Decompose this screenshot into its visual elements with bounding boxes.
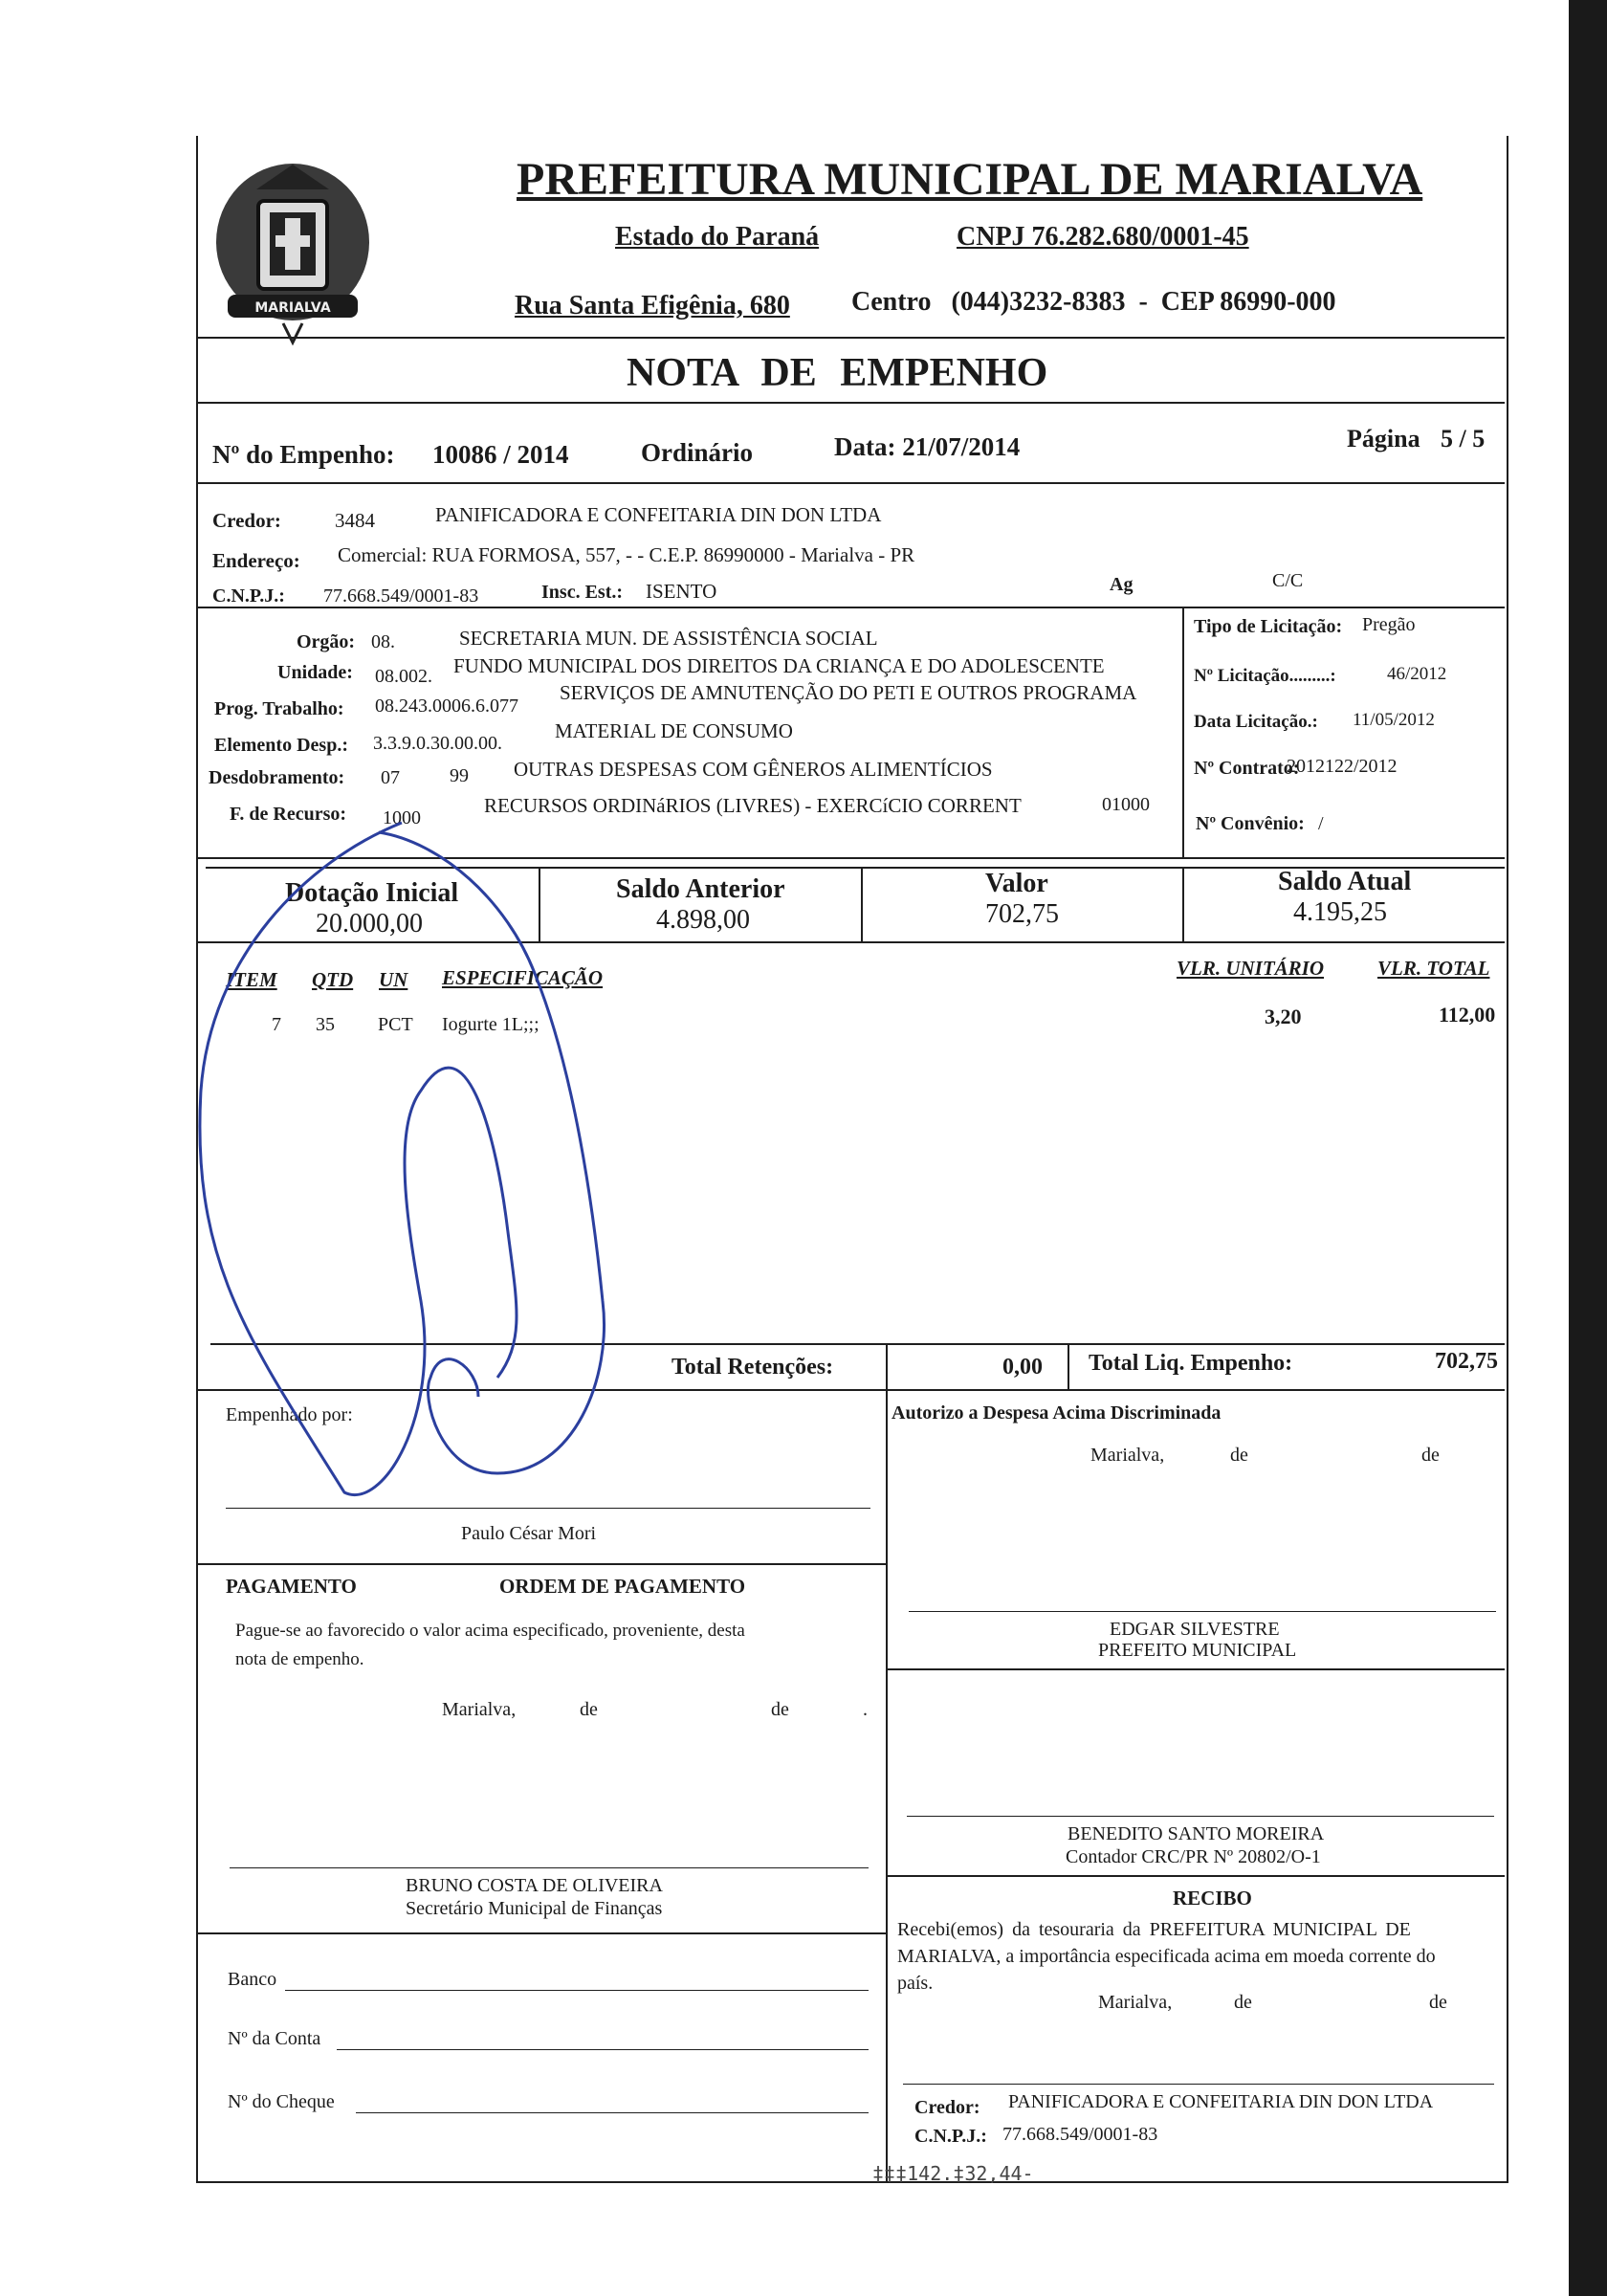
empenhado-name: Paulo César Mori (461, 1523, 597, 1544)
contador-name: BENEDITO SANTO MOREIRA (1068, 1823, 1325, 1844)
endereco-label: Endereço: (212, 549, 300, 572)
desdobramento-a: 07 (381, 767, 400, 788)
elemento: MATERIAL DE CONSUMO (555, 719, 793, 742)
ag-label: Ag (1110, 574, 1134, 595)
dotacao-label: Dotação Inicial (285, 878, 459, 908)
endereco: Comercial: RUA FORMOSA, 557, - - C.E.P. 86990000 - Marialva - PR (338, 543, 915, 566)
fonte-label: F. de Recurso: (230, 804, 347, 825)
contador-role: Contador CRC/PR Nº 20802/O-1 (1066, 1846, 1321, 1867)
credor-cnpj: 77.668.549/0001-83 (323, 585, 479, 607)
orgao: SECRETARIA MUN. DE ASSISTÊNCIA SOCIAL (459, 627, 878, 650)
recibo-date-city: Marialva, (1098, 1992, 1173, 2013)
recibo-line-2: MARIALVA, a importância especificada acima em moeda corrente do (897, 1946, 1436, 1967)
divider (198, 1932, 887, 1934)
retencoes-label: Total Retenções: (671, 1355, 834, 1380)
divider (886, 1389, 888, 2181)
valor-label: Valor (985, 869, 1048, 898)
divider (861, 867, 863, 943)
recibo-date-de2: de (1429, 1992, 1447, 2013)
page-label: Página (1347, 425, 1420, 453)
header-address-rest: Centro (044)3232-8383 - CEP 86990-000 (851, 287, 1336, 317)
data-licitacao-label: Data Licitação.: (1194, 712, 1318, 732)
divider (1068, 1343, 1069, 1389)
item-qtd: 35 (316, 1014, 335, 1035)
conta-field[interactable] (337, 2049, 869, 2050)
signature-line (907, 1816, 1494, 1817)
item-number: 7 (272, 1014, 281, 1035)
ordem-pagamento-label: ORDEM DE PAGAMENTO (499, 1575, 746, 1598)
banco-field[interactable] (285, 1990, 869, 1991)
col-header-unit: VLR. UNITÁRIO (1177, 957, 1325, 980)
document-title: NOTA DE EMPENHO (627, 351, 1048, 395)
credor-code: 3484 (335, 509, 375, 532)
orgao-label: Orgão: (297, 631, 356, 652)
recibo-credor-name: PANIFICADORA E CONFEITARIA DIN DON LTDA (1008, 2091, 1434, 2112)
svg-text:MARIALVA: MARIALVA (254, 300, 331, 316)
recibo-cnpj: 77.668.549/0001-83 (1002, 2124, 1158, 2145)
tipo-licitacao-label: Tipo de Licitação: (1194, 616, 1343, 637)
elemento-code: 3.3.9.0.30.00.00. (373, 733, 502, 754)
ordem-date-de2: de (771, 1699, 789, 1720)
pague-line-1: Pague-se ao favorecido o valor acima especificado, proveniente, desta (235, 1621, 745, 1641)
item-unit: 3,20 (1265, 1004, 1302, 1028)
contrato: 2012122/2012 (1287, 756, 1398, 777)
empenhado-label: Empenhado por: (226, 1404, 353, 1425)
coat-of-arms-logo (199, 151, 386, 352)
recibo-title: RECIBO (1173, 1887, 1252, 1910)
signature-line (903, 2084, 1494, 2085)
unidade-code: 08.002. (375, 666, 432, 687)
col-header-total: VLR. TOTAL (1377, 957, 1490, 980)
ordem-date-de1: de (580, 1699, 598, 1720)
col-header-espec: ESPECIFICAÇÃO (442, 966, 604, 989)
autorizo-date-de1: de (1230, 1445, 1248, 1466)
item-espec: Iogurte 1L;;; (442, 1014, 539, 1035)
footer-code: ‡‡‡142.‡32,44- (872, 2162, 1034, 2185)
empenho-number: 10086 / 2014 (432, 440, 569, 469)
prog-code: 08.243.0006.6.077 (375, 695, 518, 717)
divider (886, 1875, 1505, 1877)
secretario-name: BRUNO COSTA DE OLIVEIRA (406, 1875, 663, 1896)
unidade: FUNDO MUNICIPAL DOS DIREITOS DA CRIANÇA E DO ADOLESCENTE (453, 654, 1105, 677)
credor-name: PANIFICADORA E CONFEITARIA DIN DON LTDA (435, 503, 882, 526)
num-licitacao: 46/2012 (1387, 664, 1447, 684)
divider (198, 607, 1505, 608)
col-header-item: ITEM (226, 968, 277, 991)
valor-value: 702,75 (985, 899, 1059, 929)
col-header-un: UN (379, 968, 408, 991)
autorizo-label: Autorizo a Despesa Acima Discriminada (892, 1402, 1222, 1424)
convenio: / (1318, 813, 1324, 834)
empenho-type: Ordinário (641, 438, 754, 467)
data-licitacao: 11/05/2012 (1353, 710, 1435, 730)
dotacao-value: 20.000,00 (316, 909, 423, 938)
desdobramento-b: 99 (450, 765, 469, 786)
saldo-anterior-value: 4.898,00 (656, 905, 750, 935)
saldo-anterior-label: Saldo Anterior (616, 874, 785, 904)
empenho-label: Nº do Empenho: (212, 440, 395, 469)
divider (198, 402, 1505, 404)
fonte-code: 1000 (383, 807, 421, 828)
divider (198, 1563, 887, 1565)
divider (886, 1343, 888, 1389)
scan-edge (1569, 0, 1607, 2296)
header-title: PREFEITURA MUNICIPAL DE MARIALVA (517, 154, 1423, 205)
pagamento-label: PAGAMENTO (226, 1575, 357, 1598)
saldo-atual-value: 4.195,25 (1293, 897, 1387, 927)
prefeito-role: PREFEITO MUNICIPAL (1098, 1640, 1297, 1661)
autorizo-date-de2: de (1421, 1445, 1440, 1466)
signature-line (230, 1867, 869, 1868)
recibo-credor-label: Credor: (914, 2097, 980, 2118)
recibo-line-1: Recebi(emos) da tesouraria da PREFEITURA MUNICIPAL DE (897, 1919, 1411, 1940)
col-header-qtd: QTD (312, 968, 354, 991)
insc-value: ISENTO (646, 580, 717, 603)
conta-label: Nº da Conta (228, 2028, 321, 2049)
convenio-label: Nº Convênio: (1196, 813, 1305, 834)
page-number: 5 / 5 (1441, 425, 1486, 453)
ordem-date-dot: . (863, 1699, 868, 1720)
fonte: RECURSOS ORDINáRIOS (LIVRES) - EXERCíCIO CORRENT (484, 794, 1022, 817)
recibo-cnpj-label: C.N.P.J.: (914, 2126, 987, 2147)
saldo-atual-label: Saldo Atual (1278, 867, 1412, 896)
header-state: Estado do Paraná (615, 222, 820, 252)
divider (1182, 607, 1184, 857)
secretario-role: Secretário Municipal de Finanças (406, 1898, 663, 1919)
ordem-date-city: Marialva, (442, 1699, 517, 1720)
pague-line-2: nota de empenho. (235, 1649, 364, 1669)
total-liq-label: Total Liq. Empenho: (1089, 1351, 1293, 1376)
divider (198, 482, 1505, 484)
num-licitacao-label: Nº Licitação.........: (1194, 666, 1336, 686)
autorizo-date-city: Marialva, (1090, 1445, 1165, 1466)
desdobramento-label: Desdobramento: (209, 767, 345, 788)
desdobramento: OUTRAS DESPESAS COM GÊNEROS ALIMENTÍCIOS (514, 758, 993, 781)
divider (886, 1668, 1505, 1670)
cheque-label: Nº do Cheque (228, 2091, 335, 2112)
contrato-label: Nº Contrato: (1194, 758, 1300, 779)
divider (1182, 867, 1184, 943)
retencoes-value: 0,00 (1002, 1355, 1043, 1380)
credor-label: Credor: (212, 509, 281, 532)
item-un: PCT (378, 1014, 413, 1035)
prog: SERVIÇOS DE AMNUTENÇÃO DO PETI E OUTROS PROGRAMA (560, 681, 1137, 704)
signature-line (909, 1611, 1496, 1612)
recibo-date-de1: de (1234, 1992, 1252, 2013)
empenho-date: Data: 21/07/2014 (834, 432, 1021, 461)
divider (198, 337, 1505, 339)
prefeito-name: EDGAR SILVESTRE (1110, 1619, 1280, 1640)
tipo-licitacao: Pregão (1362, 614, 1416, 635)
total-liq-value: 702,75 (1435, 1349, 1498, 1374)
elemento-label: Elemento Desp.: (214, 735, 348, 756)
unidade-label: Unidade: (277, 662, 353, 683)
cnpj-label: C.N.P.J.: (212, 585, 285, 607)
recibo-line-3: país. (897, 1973, 934, 1994)
insc-label: Insc. Est.: (541, 582, 624, 603)
cc-label: C/C (1272, 570, 1304, 591)
signature-scrawl (191, 804, 670, 1531)
banco-label: Banco (228, 1969, 277, 1990)
header-address-street: Rua Santa Efigênia, 680 (515, 291, 790, 320)
fonte-num: 01000 (1102, 794, 1150, 815)
cheque-field[interactable] (356, 2112, 869, 2113)
header-cnpj: CNPJ 76.282.680/0001-45 (957, 222, 1249, 252)
item-total: 112,00 (1439, 1003, 1496, 1027)
orgao-code: 08. (371, 631, 395, 652)
prog-label: Prog. Trabalho: (214, 698, 344, 719)
